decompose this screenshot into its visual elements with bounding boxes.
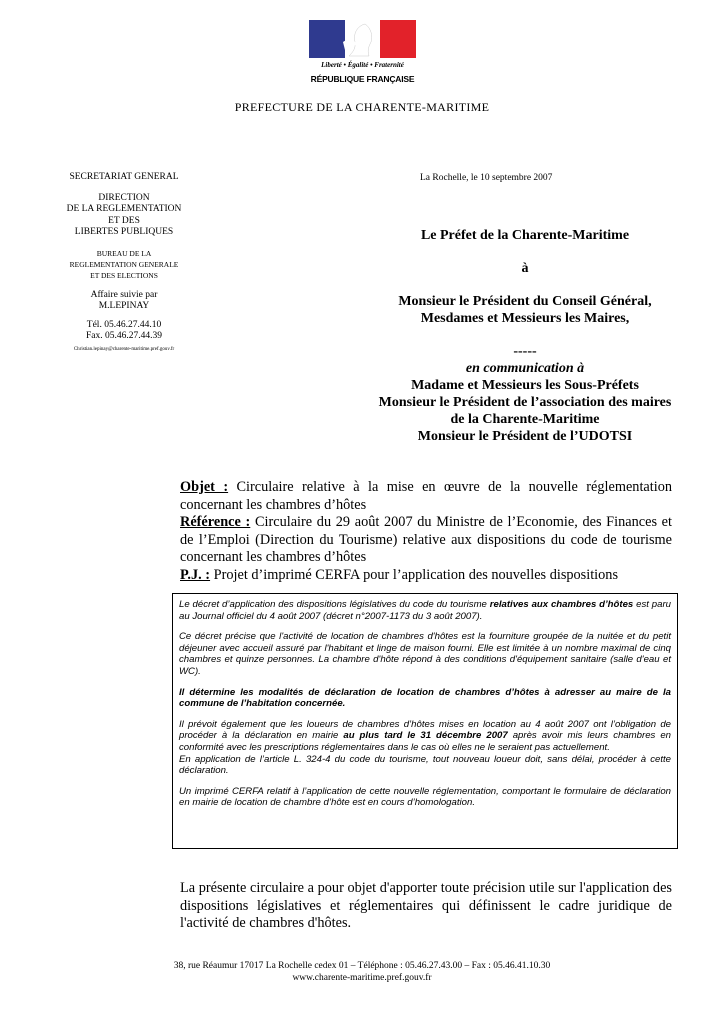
- date-line: La Rochelle, le 10 septembre 2007: [420, 173, 553, 183]
- direction-line-2: DE LA REGLEMENTATION: [66, 204, 182, 214]
- box-p4-end: après avoir mis leurs chambres en conformité avec les prescriptions réglementaires dans le cas où elles ne le seraient pas actuellement.: [179, 730, 671, 753]
- object-section: [180, 479, 672, 584]
- box-p3-bold: Il détermine les modalités de déclaration de location de chambres d’hôtes à adresser au maire de la commune de l’habitation concernée.: [179, 686, 671, 710]
- prefecture-title: PREFECTURE DE LA CHARENTE-MARITIME: [234, 100, 490, 114]
- box-paragraph-4b: En application de l’article L. 324-4 du code du tourisme, tout nouveau loueur doit, sans délai, procéder à cette déclaration.: [179, 753, 671, 777]
- pj-label: P.J. :: [180, 566, 211, 583]
- closing-paragraph: La présente circulaire a pour objet d'apporter toute précision utile sur l'application des dispositions législatives et réglementaires qui définissent le cadre juridique de l'activité de chambres d'hôtes.: [180, 880, 672, 931]
- separator: -----: [513, 344, 537, 359]
- communication-label: en communication à: [465, 361, 585, 376]
- reference-label: Référence :: [180, 514, 251, 530]
- cc-2: Monsieur le Président de l’association des maires: [378, 395, 672, 410]
- affaire-label: Affaire suivie par: [90, 289, 158, 300]
- box-paragraph-4: [179, 719, 671, 754]
- reference-text: Circulaire du 29 août 2007 du Ministre de l’Economie, des Finances et de l’Emploi (Direction du Tourisme) relative aux dispositions du code de tourisme concernant les chambres d’hôtes: [180, 514, 672, 565]
- footer: [0, 960, 724, 984]
- footer-address: 38, rue Réaumur 17017 La Rochelle cedex 01 – Téléphone : 05.46.27.43.00 – Fax : 05.46.41.10.30: [173, 961, 551, 971]
- box-p1-bold: relatives aux chambres d’hôtes: [489, 599, 634, 610]
- logo-motto: Liberté • Égalité • Fraternité: [321, 61, 404, 69]
- cc-3: de la Charente-Maritime: [450, 412, 600, 427]
- bureau-line-3: ET DES ELECTIONS: [90, 270, 158, 280]
- pj-paragraph: [180, 567, 672, 585]
- direction-line-4: LIBERTES PUBLIQUES: [74, 227, 174, 237]
- box-p1-text: Le décret d’application des dispositions législatives du code du tourisme: [179, 599, 490, 610]
- box-paragraph-2: Ce décret précise que l'activité de location de chambres d'hôtes est la fourniture groupée de la nuitée et du petit déjeuner avec accueil assuré par l'habitant et linge de maison fourni. Elle est limitée à un nombre maximal de cinq chambres et quinze personnes. La chambre d'hôte répond à des conditions d'équipement sanitaire (salle d'eau et WC).: [179, 631, 671, 677]
- objet-text: Circulaire relative à la mise en œuvre de la nouvelle réglementation concernant les chambres d’hôtes: [180, 479, 673, 513]
- cc-4: Monsieur le Président de l’UDOTSI: [417, 429, 633, 444]
- box-paragraph-5: Un imprimé CERFA relatif à l’application de cette nouvelle réglementation, comportant le formulaire de déclaration en mairie de location de chambre d’hôte est en cours d’homologation.: [179, 785, 671, 809]
- box-paragraph-3: [179, 687, 671, 710]
- sender: Le Préfet de la Charente-Maritime: [420, 228, 630, 243]
- to-label: à: [521, 261, 529, 276]
- fax: Fax. 05.46.27.44.39: [86, 331, 162, 341]
- box-p1-end: est paru au Journal officiel du 4 août 2007 (décret n°2007-1173 du 3 août 2007).: [179, 599, 671, 622]
- box-p4-bold: au plus tard le 31 décembre 2007: [343, 730, 508, 742]
- reference-paragraph: [180, 514, 672, 567]
- pj-text: Projet d’imprimé CERFA pour l’application des nouvelles dispositions: [210, 566, 619, 583]
- summary-box: [172, 593, 678, 849]
- marianne-flag-icon: [309, 20, 416, 58]
- affaire-name: M.LEPINAY: [98, 301, 150, 311]
- box-p4-text: Il prévoit également que les loueurs de chambres d’hôtes mises en location au 4 août 2007 ont l’obligation de procéder à la déclaration en mairie: [179, 718, 671, 742]
- bureau-line-1: BUREAU DE LA: [96, 248, 152, 258]
- cc-1: Madame et Messieurs les Sous-Préfets: [411, 378, 639, 393]
- email-link[interactable]: Christian.lepinay@charente-maritime.pref.gouv.fr: [73, 346, 175, 352]
- secretariat-label: SECRETARIAT GENERAL: [69, 172, 179, 182]
- bureau-line-2: REGLEMENTATION GENERALE: [69, 259, 179, 269]
- addressee-2: Mesdames et Messieurs les Maires,: [420, 311, 630, 326]
- telephone: Tél. 05.46.27.44.10: [86, 319, 162, 330]
- direction-line-3: ET DES: [108, 215, 140, 226]
- addressee-1: Monsieur le Président du Conseil Général,: [398, 294, 652, 309]
- sidebar-contact: [62, 172, 186, 354]
- recipients-block: [350, 227, 700, 445]
- objet-paragraph: [180, 479, 672, 514]
- box-paragraph-1: [179, 599, 671, 622]
- logo-republique: RÉPUBLIQUE FRANÇAISE: [310, 74, 415, 84]
- footer-website[interactable]: www.charente-maritime.pref.gouv.fr: [292, 973, 432, 983]
- objet-label: Objet :: [180, 479, 229, 495]
- republique-francaise-logo: [309, 20, 416, 86]
- direction-line-1: DIRECTION: [98, 192, 150, 203]
